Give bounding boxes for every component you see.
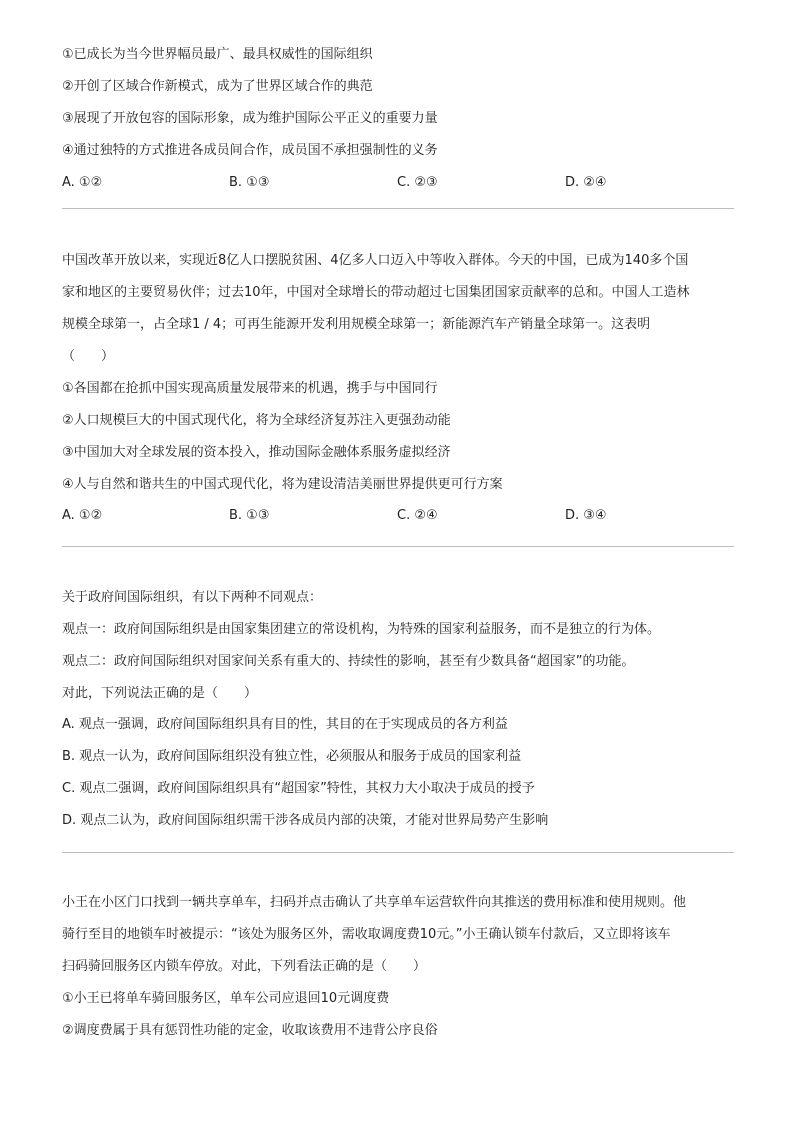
q1-option-b[interactable]: B. ①③ bbox=[229, 175, 270, 190]
q4-item-2: ②调度费属于具有惩罚性功能的定金，收取该费用不违背公序良俗 bbox=[62, 1023, 438, 1038]
q2-option-b[interactable]: B. ①③ bbox=[229, 508, 270, 523]
q2-options bbox=[62, 507, 734, 525]
q3-option-d[interactable]: D. 观点二认为，政府间国际组织需干涉各成员内部的决策，才能对世界局势产生影响 bbox=[62, 813, 549, 828]
q2-stem-line-1: 中国改革开放以来，实现近8亿人口摆脱贫困、4亿多人口迈入中等收入群体。今天的中国，已成为140多个国 bbox=[62, 253, 689, 268]
q1-option-c[interactable]: C. ②③ bbox=[397, 175, 438, 190]
q2-answer-bracket: （ ） bbox=[62, 349, 115, 364]
q4-stem-line-1: 小王在小区门口找到一辆共享单车，扫码并点击确认了共享单车运营软件向其推送的费用标准和使用规则。他 bbox=[62, 895, 687, 910]
question-divider bbox=[62, 546, 734, 547]
q2-option-a[interactable]: A. ①② bbox=[62, 508, 103, 523]
q1-item-2: ②开创了区域合作新模式，成为了世界区域合作的典范 bbox=[62, 79, 373, 94]
q2-stem-line-2: 家和地区的主要贸易伙伴；过去10年，中国对全球增长的带动超过七国集团国家贡献率的总和。中国人工造林 bbox=[62, 285, 690, 300]
q2-item-1: ①各国都在抢抓中国实现高质量发展带来的机遇，携手与中国同行 bbox=[62, 381, 438, 396]
q2-stem-line-3: 规模全球第一，占全球1 / 4；可再生能源开发利用规模全球第一；新能源汽车产销量全球第一。这表明 bbox=[62, 317, 651, 332]
q2-item-2: ②人口规模巨大的中国式现代化，将为全球经济复苏注入更强劲动能 bbox=[62, 413, 451, 428]
question-divider bbox=[62, 208, 734, 209]
q3-question: 对此，下列说法正确的是（ ） bbox=[62, 686, 258, 701]
q3-viewpoint-2: 观点二：政府间国际组织对国家间关系有重大的、持续性的影响，甚至有少数具备“超国家”的功能。 bbox=[62, 654, 635, 669]
q3-viewpoint-1: 观点一：政府间国际组织是由国家集团建立的常设机构，为特殊的国家利益服务，而不是独立的行为体。 bbox=[62, 622, 661, 637]
q1-option-a[interactable]: A. ①② bbox=[62, 175, 103, 190]
q2-item-3: ③中国加大对全球发展的资本投入，推动国际金融体系服务虚拟经济 bbox=[62, 445, 451, 460]
q1-options bbox=[62, 174, 734, 192]
q2-option-d[interactable]: D. ③④ bbox=[565, 508, 607, 523]
q1-item-3: ③展现了开放包容的国际形象，成为维护国际公平正义的重要力量 bbox=[62, 111, 438, 126]
q3-option-b[interactable]: B. 观点一认为，政府间国际组织没有独立性，必须服从和服务于成员的国家利益 bbox=[62, 749, 522, 764]
q1-item-4: ④通过独特的方式推进各成员间合作，成员国不承担强制性的义务 bbox=[62, 143, 438, 158]
q3-option-a[interactable]: A. 观点一强调，政府间国际组织具有目的性，其目的在于实现成员的各方利益 bbox=[62, 717, 508, 732]
q4-item-1: ①小王已将单车骑回服务区，单车公司应退回10元调度费 bbox=[62, 991, 390, 1006]
q2-option-c[interactable]: C. ②④ bbox=[397, 508, 438, 523]
q1-item-1: ①已成长为当今世界幅员最广、最具权威性的国际组织 bbox=[62, 47, 373, 62]
q4-stem-line-3: 扫码骑回服务区内锁车停放。对此，下列看法正确的是（ ） bbox=[62, 959, 427, 974]
q4-stem-line-2: 骑行至目的地锁车时被提示：“该处为服务区外，需收取调度费10元。”小王确认锁车付款后，又立即将该车 bbox=[62, 927, 671, 942]
q2-item-4: ④人与自然和谐共生的中国式现代化，将为建设清洁美丽世界提供更可行方案 bbox=[62, 477, 503, 492]
q1-option-d[interactable]: D. ②④ bbox=[565, 175, 607, 190]
question-divider bbox=[62, 852, 734, 853]
q3-option-c[interactable]: C. 观点二强调，政府间国际组织具有“超国家”特性，其权力大小取决于成员的授予 bbox=[62, 781, 535, 796]
q3-stem-line-1: 关于政府间国际组织，有以下两种不同观点： bbox=[62, 590, 323, 605]
